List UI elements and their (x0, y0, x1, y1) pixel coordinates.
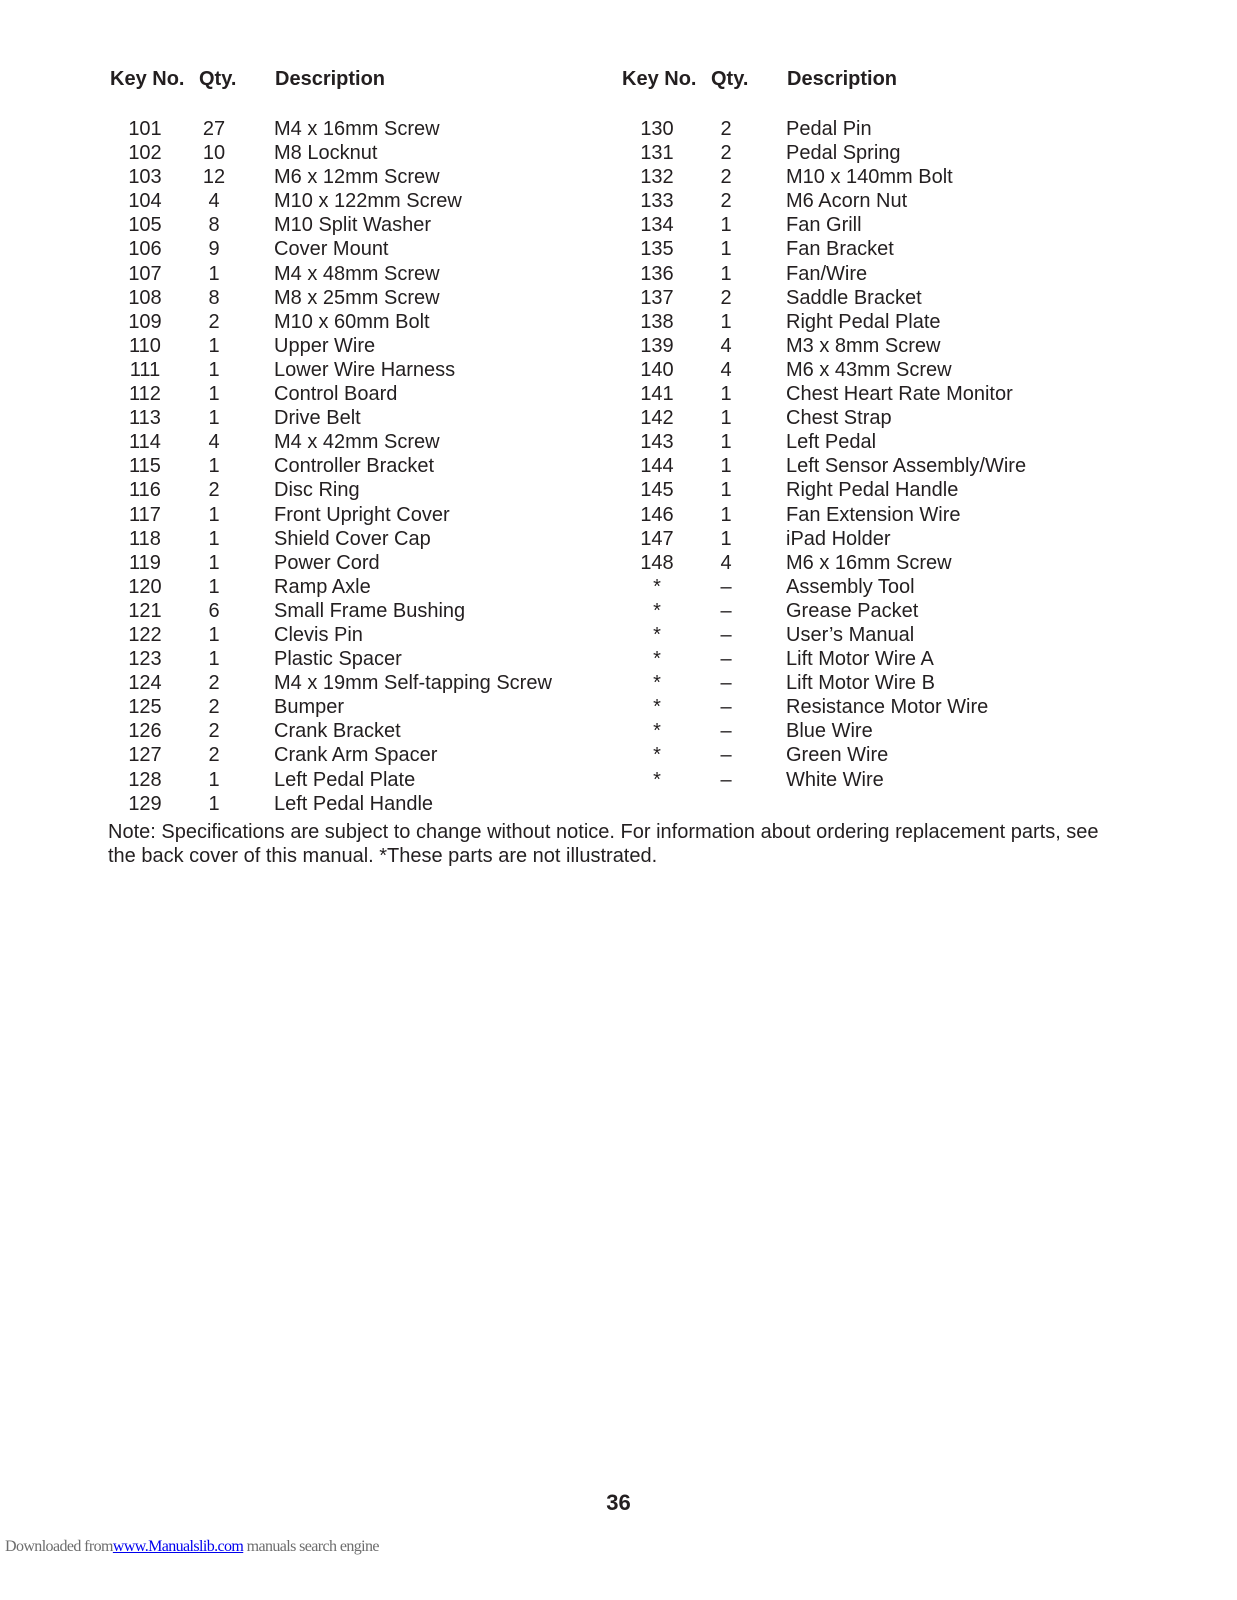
table-row (110, 454, 610, 478)
part-description: Pedal Pin (786, 118, 872, 140)
quantity: 4 (720, 358, 732, 381)
key-number: 113 (129, 407, 161, 430)
part-description: Assembly Tool (786, 575, 915, 598)
table-row (110, 743, 610, 767)
key-number: 104 (128, 190, 162, 213)
quantity: 2 (208, 696, 220, 719)
quantity: – (720, 768, 732, 791)
key-number: 120 (128, 575, 162, 598)
specifications-note: Note: Specifications are subject to change without notice. For information about ordering replacement parts, see the back cover of this manual. *These parts are not illustrated. (108, 821, 1099, 867)
quantity: 1 (208, 358, 220, 381)
part-description: Front Upright Cover (274, 503, 450, 526)
table-row (110, 358, 610, 382)
quantity: – (720, 696, 732, 719)
part-description: M6 Acorn Nut (786, 190, 908, 213)
table-row (110, 334, 610, 358)
table-row (622, 310, 1122, 334)
table-row (622, 213, 1122, 237)
key-number: * (653, 599, 661, 622)
quantity: 1 (720, 383, 732, 406)
key-number: 112 (129, 383, 161, 406)
part-description: M4 x 48mm Screw (274, 262, 440, 285)
header-qty: Qty. (199, 68, 237, 90)
table-row (622, 286, 1122, 310)
part-description: Resistance Motor Wire (786, 696, 989, 719)
table-row (622, 768, 1122, 792)
table-row (622, 382, 1122, 406)
quantity: 6 (208, 599, 220, 622)
table-row (110, 695, 610, 719)
quantity: 1 (208, 383, 220, 406)
quantity: 2 (208, 479, 220, 502)
table-row (622, 575, 1122, 599)
part-description: Saddle Bracket (786, 286, 922, 309)
quantity: 2 (720, 142, 732, 165)
quantity: 1 (208, 262, 220, 285)
quantity: 1 (720, 310, 732, 333)
table-row (622, 551, 1122, 575)
table-row (622, 358, 1122, 382)
quantity: 4 (208, 190, 220, 213)
key-number: 125 (128, 696, 162, 719)
key-number: 140 (640, 358, 674, 381)
parts-list-right (622, 117, 1122, 792)
quantity: 1 (208, 527, 220, 550)
part-description: Disc Ring (274, 479, 360, 502)
table-row (110, 382, 610, 406)
footer-prefix: Downloaded from (5, 1538, 113, 1555)
parts-list-left (110, 117, 610, 816)
table-row (110, 599, 610, 623)
quantity: 2 (208, 720, 220, 743)
key-number: 106 (128, 238, 162, 261)
key-number: 109 (128, 310, 162, 333)
table-row (622, 117, 1122, 141)
quantity: – (720, 599, 732, 622)
quantity: 9 (208, 238, 220, 261)
part-description: Left Pedal (786, 431, 877, 454)
key-number: * (653, 575, 661, 598)
key-number: 103 (128, 166, 162, 189)
part-description: Green Wire (786, 744, 889, 767)
part-description: Right Pedal Handle (786, 479, 959, 502)
table-row (622, 165, 1122, 189)
table-row (110, 406, 610, 430)
key-number: 117 (129, 503, 161, 526)
header-description: Description (787, 68, 898, 90)
part-description: M8 Locknut (274, 142, 378, 165)
key-number: 116 (129, 479, 161, 502)
table-row (622, 599, 1122, 623)
table-row (110, 117, 610, 141)
key-number: 148 (640, 551, 674, 574)
table-row (622, 430, 1122, 454)
key-number: 130 (640, 118, 674, 140)
part-description: Chest Heart Rate Monitor (786, 383, 1013, 406)
part-description: M6 x 43mm Screw (786, 358, 952, 381)
quantity: 2 (720, 286, 732, 309)
quantity: 1 (720, 407, 732, 430)
key-number: 145 (640, 479, 674, 502)
key-number: 123 (128, 648, 162, 671)
key-number: 128 (128, 768, 162, 791)
quantity: 1 (208, 503, 220, 526)
key-number: 118 (129, 527, 161, 550)
key-number: 146 (640, 503, 674, 526)
quantity: 1 (720, 479, 732, 502)
table-row (622, 719, 1122, 743)
key-number: 127 (128, 744, 162, 767)
part-description: Bumper (274, 696, 345, 719)
part-description: Controller Bracket (274, 455, 435, 478)
key-number: 126 (128, 720, 162, 743)
part-description: Left Pedal Plate (274, 768, 416, 791)
quantity: – (720, 720, 732, 743)
part-description: M10 x 60mm Bolt (274, 310, 430, 333)
key-number: 108 (128, 286, 162, 309)
part-description: M4 x 19mm Self-tapping Screw (274, 672, 552, 695)
part-description: M10 Split Washer (274, 214, 432, 237)
table-row (110, 551, 610, 575)
quantity: 2 (208, 672, 220, 695)
part-description: Drive Belt (274, 407, 361, 430)
quantity: 1 (720, 455, 732, 478)
key-number: 107 (128, 262, 162, 285)
part-description: Cover Mount (274, 238, 389, 261)
part-description: Fan Grill (786, 214, 862, 237)
table-row (110, 430, 610, 454)
key-number: 110 (129, 334, 161, 357)
key-number: 102 (128, 142, 162, 165)
table-row (622, 262, 1122, 286)
key-number: 122 (128, 623, 162, 646)
key-number: * (653, 672, 661, 695)
parts-table-left (110, 68, 610, 816)
part-description: Fan Extension Wire (786, 503, 961, 526)
quantity: 1 (208, 575, 220, 598)
table-row (110, 503, 610, 527)
key-number: * (653, 744, 661, 767)
key-number: 147 (640, 527, 674, 550)
table-row (110, 310, 610, 334)
part-description: Chest Strap (786, 407, 892, 430)
quantity: 2 (208, 744, 220, 767)
quantity: 2 (208, 310, 220, 333)
table-row (622, 478, 1122, 502)
key-number: * (653, 720, 661, 743)
table-row (110, 792, 610, 816)
key-number: 124 (128, 672, 162, 695)
part-description: White Wire (786, 768, 884, 791)
quantity: 1 (208, 334, 220, 357)
table-row (110, 213, 610, 237)
part-description: Clevis Pin (274, 623, 363, 646)
quantity: 2 (720, 190, 732, 213)
table-row (622, 743, 1122, 767)
quantity: 12 (202, 166, 226, 189)
quantity: 1 (720, 503, 732, 526)
part-description: Fan Bracket (786, 238, 894, 261)
table-row (622, 695, 1122, 719)
quantity: 1 (720, 214, 732, 237)
key-number: 129 (128, 792, 162, 815)
table-row (110, 671, 610, 695)
quantity: 8 (208, 286, 220, 309)
key-number: 111 (129, 358, 161, 381)
part-description: M6 x 16mm Screw (786, 551, 952, 574)
quantity: 1 (208, 407, 220, 430)
part-description: Lift Motor Wire A (786, 648, 934, 671)
table-row (110, 623, 610, 647)
quantity: 1 (720, 431, 732, 454)
part-description: M4 x 42mm Screw (274, 431, 440, 454)
key-number: 136 (640, 262, 674, 285)
quantity: 1 (720, 527, 732, 550)
key-number: 137 (640, 286, 674, 309)
key-number: 101 (128, 118, 162, 140)
part-description: Ramp Axle (274, 575, 371, 598)
table-row (110, 527, 610, 551)
part-description: Power Cord (274, 551, 380, 574)
table-header (110, 68, 610, 96)
quantity: – (720, 744, 732, 767)
header-description: Description (275, 68, 386, 90)
part-description: Crank Arm Spacer (274, 744, 438, 767)
key-number: 121 (128, 599, 162, 622)
part-description: Control Board (274, 383, 398, 406)
table-row (622, 334, 1122, 358)
table-row (110, 237, 610, 261)
part-description: Grease Packet (786, 599, 919, 622)
manualslib-link[interactable]: www.Manualslib.com (112, 1538, 244, 1555)
part-description: M4 x 16mm Screw (274, 118, 440, 140)
quantity: – (720, 575, 732, 598)
key-number: * (653, 648, 661, 671)
table-row (110, 141, 610, 165)
key-number: 114 (129, 431, 161, 454)
key-number: 134 (640, 214, 674, 237)
table-row (622, 189, 1122, 213)
quantity: 1 (208, 792, 220, 815)
quantity: 1 (208, 768, 220, 791)
table-row (110, 719, 610, 743)
table-row (110, 478, 610, 502)
table-header (622, 68, 1122, 96)
header-qty: Qty. (711, 68, 749, 90)
key-number: 119 (129, 551, 161, 574)
table-row (110, 647, 610, 671)
table-row (622, 141, 1122, 165)
quantity: 1 (720, 262, 732, 285)
part-description: Plastic Spacer (274, 648, 402, 671)
table-row (622, 623, 1122, 647)
table-row (622, 406, 1122, 430)
quantity: 2 (720, 166, 732, 189)
part-description: Shield Cover Cap (274, 527, 431, 550)
key-number: 144 (640, 455, 674, 478)
key-number: 135 (640, 238, 674, 261)
header-key-no: Key No. (110, 68, 185, 90)
part-description: M8 x 25mm Screw (274, 286, 440, 309)
quantity: – (720, 623, 732, 646)
key-number: 141 (640, 383, 674, 406)
quantity: 4 (720, 551, 732, 574)
table-row (110, 189, 610, 213)
quantity: 1 (208, 648, 220, 671)
key-number: 142 (640, 407, 674, 430)
quantity: 8 (208, 214, 220, 237)
part-description: Lift Motor Wire B (786, 672, 935, 695)
table-row (622, 237, 1122, 261)
table-row (110, 768, 610, 792)
table-row (110, 575, 610, 599)
part-description: Small Frame Bushing (274, 599, 466, 622)
part-description: Pedal Spring (786, 142, 901, 165)
table-row (622, 647, 1122, 671)
table-row (622, 454, 1122, 478)
part-description: Lower Wire Harness (274, 358, 456, 381)
quantity: – (720, 672, 732, 695)
key-number: * (653, 696, 661, 719)
quantity: 4 (720, 334, 732, 357)
page-number: 36 (606, 1490, 631, 1515)
key-number: * (653, 768, 661, 791)
table-row (110, 286, 610, 310)
table-row (622, 527, 1122, 551)
quantity: – (720, 648, 732, 671)
download-footer (5, 1538, 379, 1556)
quantity: 1 (208, 623, 220, 646)
part-description: User’s Manual (786, 623, 915, 646)
quantity: 10 (202, 142, 226, 165)
footer-suffix: manuals search engine (243, 1538, 379, 1555)
quantity: 2 (720, 118, 732, 140)
quantity: 1 (208, 455, 220, 478)
table-row (622, 503, 1122, 527)
table-row (110, 262, 610, 286)
quantity: 27 (202, 118, 226, 140)
part-description: Crank Bracket (274, 720, 401, 743)
quantity: 1 (208, 551, 220, 574)
part-description: Fan/Wire (786, 262, 868, 285)
part-description: M6 x 12mm Screw (274, 166, 440, 189)
key-number: 143 (640, 431, 674, 454)
table-row (622, 671, 1122, 695)
header-key-no: Key No. (622, 68, 697, 90)
key-number: 138 (640, 310, 674, 333)
parts-table-right (622, 68, 1122, 792)
key-number: 133 (640, 190, 674, 213)
part-description: Left Sensor Assembly/Wire (786, 455, 1027, 478)
key-number: 131 (640, 142, 674, 165)
part-description: Right Pedal Plate (786, 310, 941, 333)
part-description: M10 x 140mm Bolt (786, 166, 953, 189)
key-number: * (653, 623, 661, 646)
part-description: Upper Wire (274, 334, 376, 357)
part-description: Blue Wire (786, 720, 873, 743)
key-number: 115 (129, 455, 161, 478)
key-number: 132 (640, 166, 674, 189)
quantity: 1 (720, 238, 732, 261)
part-description: Left Pedal Handle (274, 792, 434, 815)
part-description: M10 x 122mm Screw (274, 190, 462, 213)
table-row (110, 165, 610, 189)
key-number: 105 (128, 214, 162, 237)
key-number: 139 (640, 334, 674, 357)
quantity: 4 (208, 431, 220, 454)
part-description: M3 x 8mm Screw (786, 334, 941, 357)
part-description: iPad Holder (786, 527, 891, 550)
